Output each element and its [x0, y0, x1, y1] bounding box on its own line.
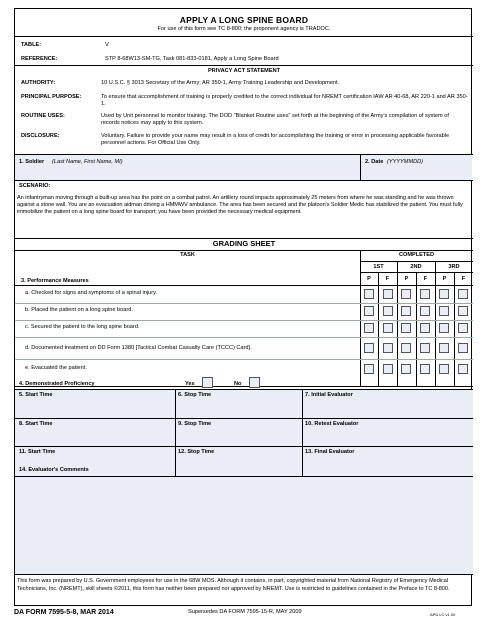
- checkbox-e-2p[interactable]: [401, 364, 411, 374]
- scenario-label: SCENARIO:: [19, 183, 51, 189]
- checkbox-a-2p[interactable]: [401, 289, 411, 299]
- date-hint: (YYYYMMDD): [387, 159, 424, 165]
- checkbox-a-3p[interactable]: [439, 289, 449, 299]
- pf-label: P: [442, 276, 447, 282]
- checkbox-e-1p[interactable]: [364, 364, 374, 374]
- reference-label: REFERENCE:: [21, 56, 58, 62]
- checkbox-a-3f[interactable]: [458, 289, 468, 299]
- start-time-3[interactable]: 11. Start Time: [19, 449, 56, 455]
- checkbox-d-2p[interactable]: [401, 343, 411, 353]
- copyright-notice: This form was prepared by U.S. Government employees for use in the 68W MOS. Although it contains, in part, copyrighted material from National Registry of Emergency Medical Technicians, Inc. (NREMT), skill sheets ©2011, this form has neither been prepared nor approved by NREMT. Use is restricted to guidelines contained in the Preface to TC 8-800.: [17, 578, 450, 592]
- checkbox-c-2p[interactable]: [401, 323, 411, 333]
- attempt-3rd: 3RD: [448, 264, 460, 270]
- form-subtitle: For use of this form see TC 8-800; the proponent agency is TRADOC.: [157, 26, 331, 32]
- checkbox-a-1f[interactable]: [383, 289, 393, 299]
- checkbox-c-1f[interactable]: [383, 323, 393, 333]
- task-item-a: a. Checked for signs and symptoms of a spinal injury.: [25, 290, 158, 296]
- time-fields-area: [15, 390, 473, 476]
- pf-label: F: [461, 276, 466, 282]
- stop-time-1[interactable]: 6. Stop Time: [178, 392, 212, 398]
- attempt-2nd: 2ND: [410, 264, 422, 270]
- checkbox-e-3p[interactable]: [439, 364, 449, 374]
- comments-label: 14. Evaluator's Comments: [19, 467, 89, 473]
- proficiency-label: 4. Demonstrated Proficiency: [19, 381, 95, 387]
- task-item-d: d. Documented treatment on DD Form 1380 [Tactical Combat Casualty Care (TCCC) Card].: [25, 345, 252, 351]
- checkbox-c-2f[interactable]: [420, 323, 430, 333]
- comments-field[interactable]: [15, 477, 473, 574]
- grading-heading: GRADING SHEET: [212, 239, 276, 248]
- version-label: APD LC v1.00: [430, 612, 456, 617]
- task-item-b: b. Placed the patient on a long spine board.: [25, 307, 133, 313]
- checkbox-d-1p[interactable]: [364, 343, 374, 353]
- purpose-text: To ensure that accomplishment of training is properly credited to the correct individual for NREMT certification IAW AR 40-68, AR 220-1 and AR 350-1.: [101, 94, 468, 107]
- date-field[interactable]: [361, 155, 472, 180]
- reference-value: STP 8-68W13-SM-TG, Task 081-833-0181, Apply a Long Spine Board: [105, 56, 279, 62]
- soldier-hint: (Last Name, First Name, MI): [52, 159, 123, 165]
- attempt-1st: 1ST: [373, 264, 384, 270]
- task-item-e: e. Evacuated the patient.: [25, 365, 87, 371]
- checkbox-b-1f[interactable]: [383, 306, 393, 316]
- scenario-text: An infantryman moving through a built-up area has the point on a combat patrol. An artillery round impacts approximately 25 meters from where he was standing and he was thrown against a stone wall. You are an evacuation aidman driving a HMMWV ambulance. The area has been secured and the platoon's Soldier Medic has stabilized the patient. You must fully immobilize the patient on a long spine board for transport; you have been provided the necessary medical equipment.: [17, 195, 463, 215]
- final-evaluator[interactable]: 13. Final Evaluator: [305, 449, 355, 455]
- routine-label: ROUTINE USES:: [21, 113, 65, 119]
- checkbox-b-2p[interactable]: [401, 306, 411, 316]
- stop-time-2[interactable]: 9. Stop Time: [178, 421, 212, 427]
- checkbox-d-3f[interactable]: [458, 343, 468, 353]
- authority-label: AUTHORITY:: [21, 80, 56, 86]
- pf-label: P: [367, 276, 371, 282]
- checkbox-d-2f[interactable]: [420, 343, 430, 353]
- proficiency-no-checkbox[interactable]: [249, 377, 260, 388]
- disclosure-label: DISCLOSURE:: [21, 133, 60, 139]
- checkbox-b-3p[interactable]: [439, 306, 449, 316]
- purpose-label: PRINCIPAL PURPOSE:: [21, 94, 82, 100]
- completed-header: COMPLETED: [398, 252, 435, 258]
- proficiency-yes-label: Yes: [185, 381, 195, 387]
- supersedes-note: Supersedes DA FORM 7595-15-R, MAY 2009: [188, 609, 302, 615]
- checkbox-b-3f[interactable]: [458, 306, 468, 316]
- soldier-field[interactable]: [15, 155, 360, 180]
- routine-text: Used by Unit personnel to monitor training. The DOD "Blanket Routine uses" set forth at the beginning of the Army's compilation of system of records notices may apply to this system.: [101, 113, 449, 126]
- task-header: TASK: [180, 252, 195, 258]
- checkbox-a-2f[interactable]: [420, 289, 430, 299]
- checkbox-b-1p[interactable]: [364, 306, 374, 316]
- checkbox-e-2f[interactable]: [420, 364, 430, 374]
- start-time-2[interactable]: 8. Start Time: [19, 421, 53, 427]
- checkbox-c-3p[interactable]: [439, 323, 449, 333]
- checkbox-c-3f[interactable]: [458, 323, 468, 333]
- checkbox-e-1f[interactable]: [383, 364, 393, 374]
- authority-text: 10 U.S.C. § 3013 Secretary of the Army; AR 350-1, Army Training Leadership and Development.: [101, 80, 340, 86]
- task-item-c: c. Secured the patient to the long spine board.: [25, 324, 140, 330]
- table-label: TABLE:: [21, 42, 42, 48]
- initial-evaluator[interactable]: 7. Initial Evaluator: [305, 392, 353, 398]
- form-page: [14, 8, 472, 606]
- disclosure-text: Voluntary. Failure to provide your name may result in a loss of credit for accomplishing the training or error in processing applicable favorable personnel actions. For Official Use Only.: [101, 133, 450, 146]
- checkbox-a-1p[interactable]: [364, 289, 374, 299]
- date-label: 2. Date: [365, 159, 384, 165]
- stop-time-3[interactable]: 12. Stop Time: [178, 449, 215, 455]
- pf-label: F: [423, 276, 428, 282]
- checkbox-d-3p[interactable]: [439, 343, 449, 353]
- checkbox-e-3f[interactable]: [458, 364, 468, 374]
- retest-evaluator[interactable]: 10. Retest Evaluator: [305, 421, 359, 427]
- proficiency-yes-checkbox[interactable]: [202, 377, 213, 388]
- pf-label: F: [385, 276, 390, 282]
- privacy-heading: PRIVACY ACT STATEMENT: [207, 68, 281, 74]
- soldier-label: 1. Soldier: [19, 159, 45, 165]
- checkbox-c-1p[interactable]: [364, 323, 374, 333]
- measures-label: 3. Performance Measures: [21, 278, 89, 284]
- start-time-1[interactable]: 5. Start Time: [19, 392, 53, 398]
- checkbox-b-2f[interactable]: [420, 306, 430, 316]
- form-title: APPLY A LONG SPINE BOARD: [179, 15, 309, 25]
- proficiency-no-label: No: [234, 381, 242, 387]
- form-number: DA FORM 7595-5-8, MAR 2014: [14, 609, 114, 616]
- table-value: V: [105, 42, 109, 48]
- pf-label: P: [404, 276, 409, 282]
- checkbox-d-1f[interactable]: [383, 343, 393, 353]
